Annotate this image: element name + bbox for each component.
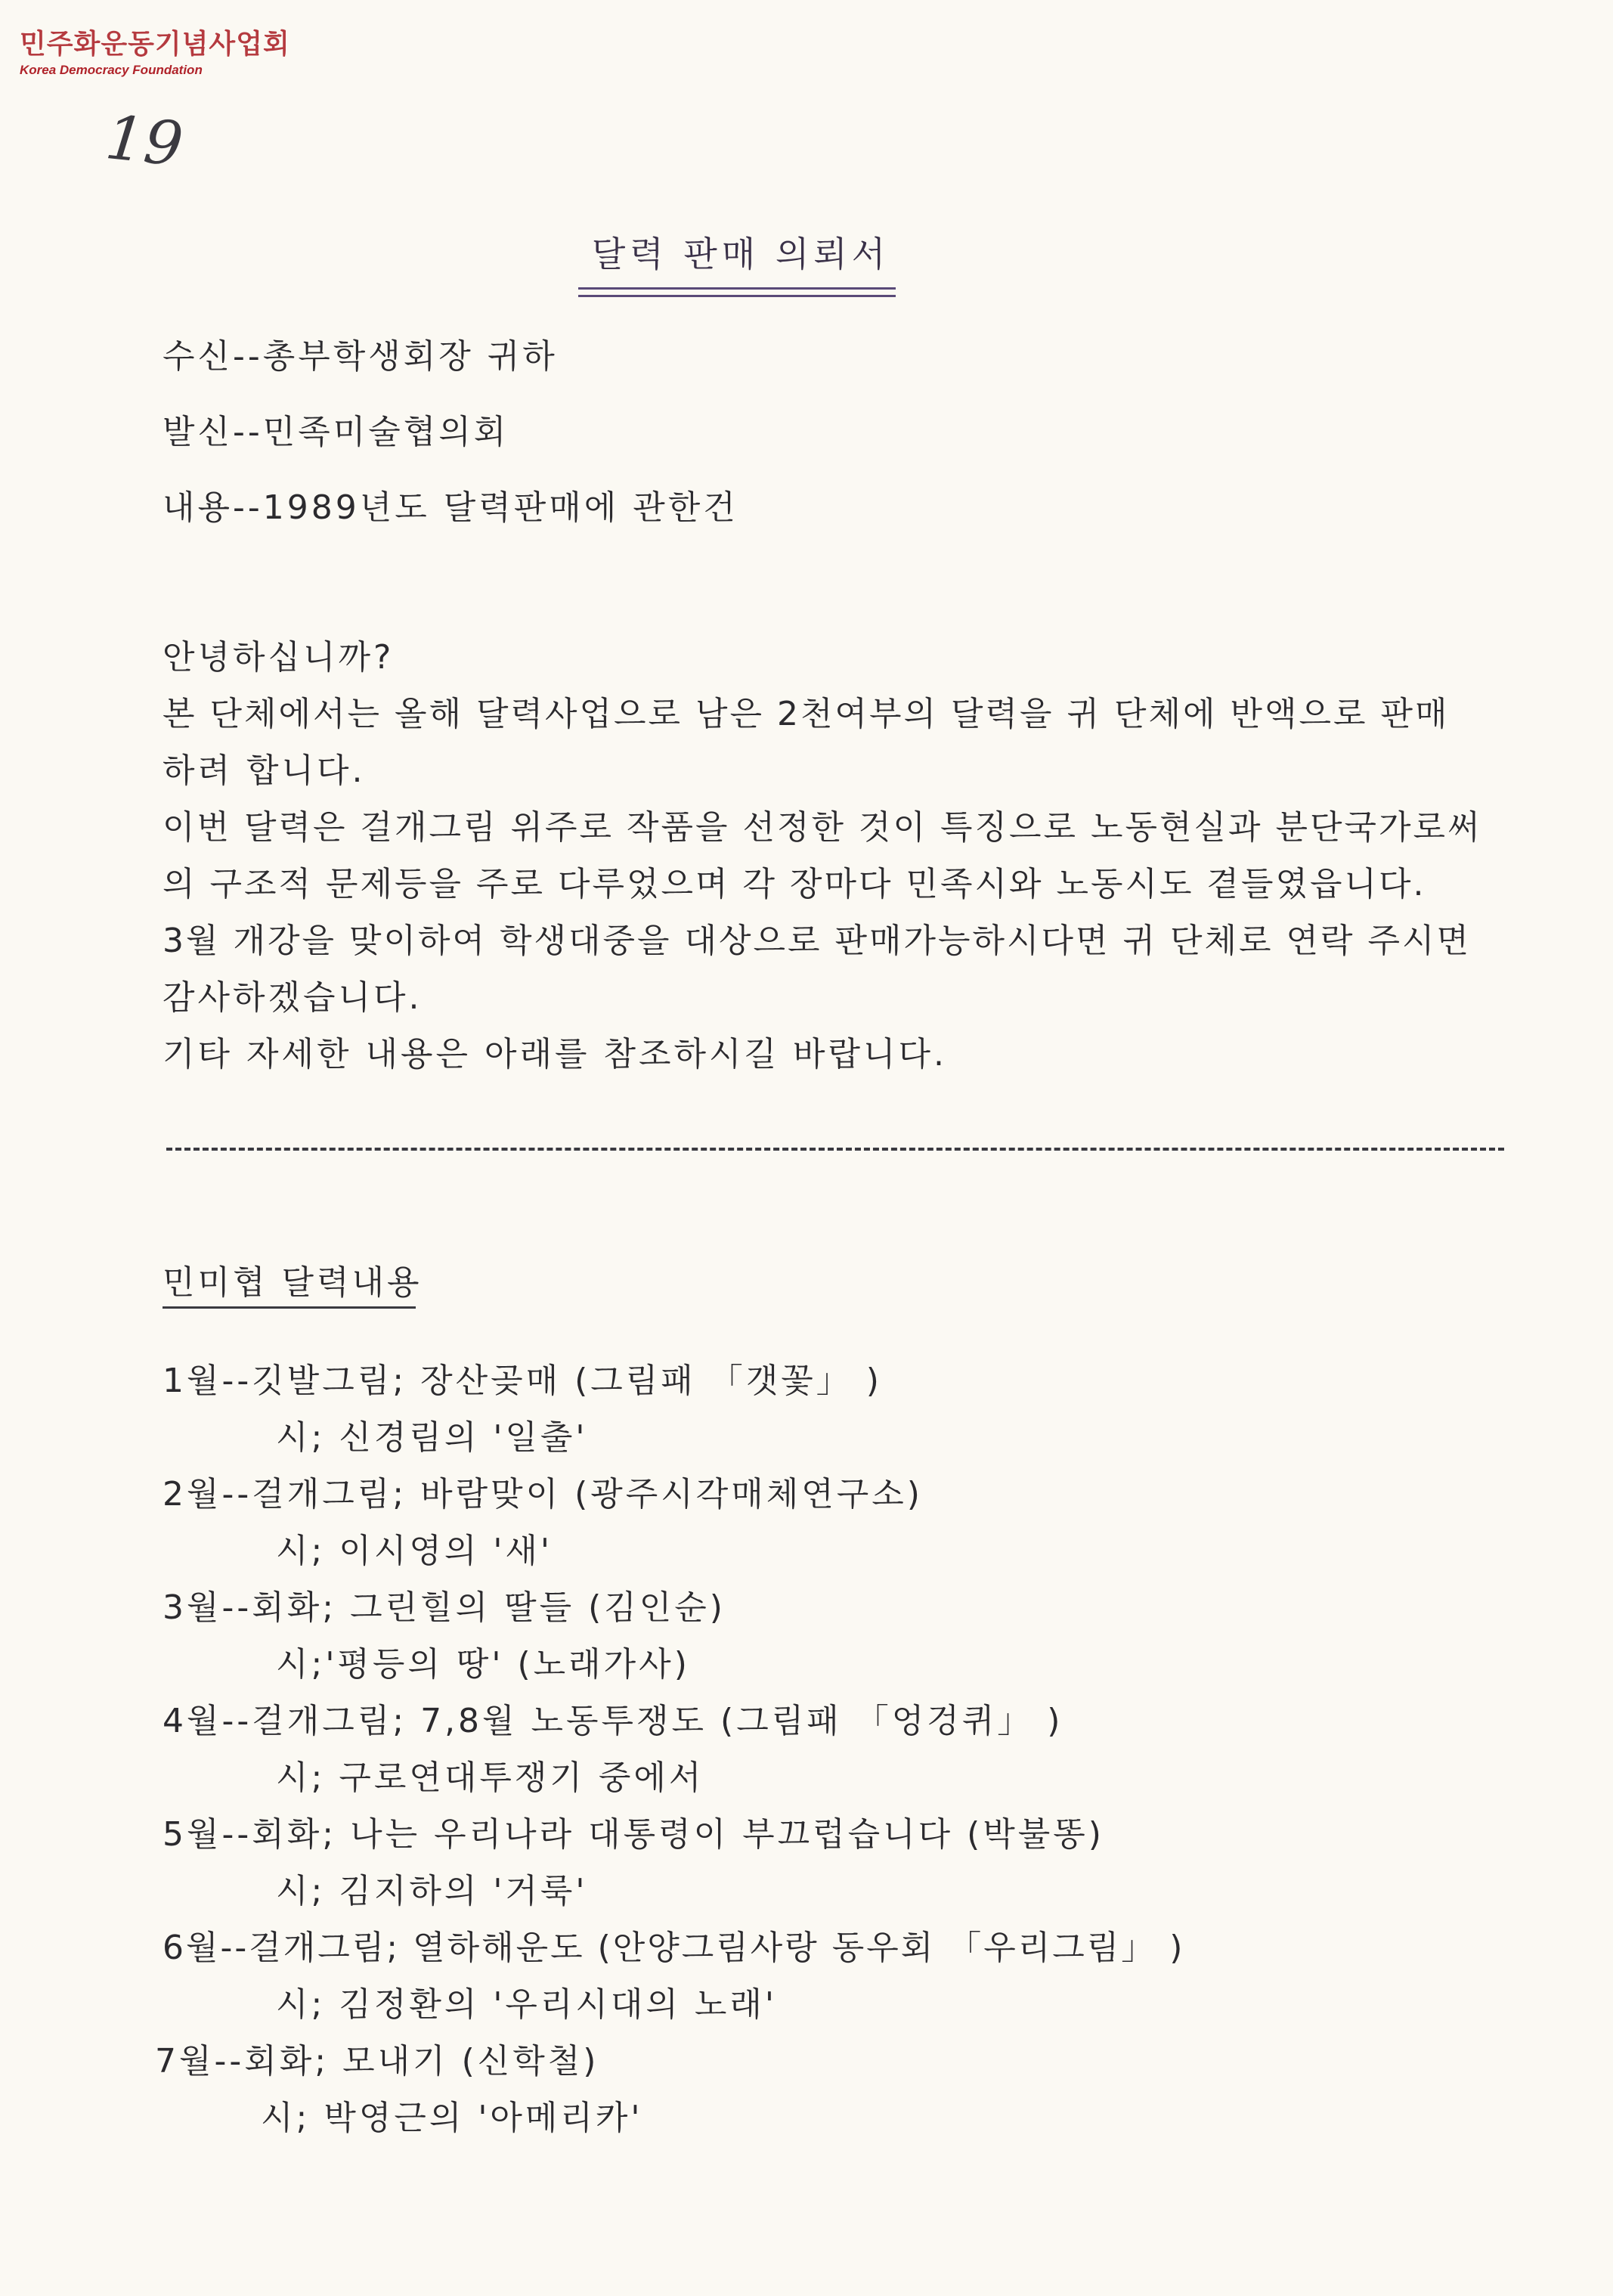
document-title: 달력 판매 의뢰서 <box>591 234 890 274</box>
month-4-main: 4월--걸개그림; 7,8월 노동투쟁도 (그림패 「엉겅퀴」 ) <box>163 1702 1063 1740</box>
body-line-6: 3월 개강을 맞이하여 학생대중을 대상으로 판매가능하시다면 귀 단체로 연락 주시면 <box>163 922 1472 960</box>
body-line-2: 본 단체에서는 올해 달력사업으로 남은 2천여부의 달력을 귀 단체에 반액으로 판매 <box>163 695 1450 733</box>
month-3-poem: 시;'평등의 땅' (노래가사) <box>276 1645 690 1684</box>
section-title: 민미협 달력내용 <box>163 1263 423 1302</box>
header-sender: 발신--민족미술협의회 <box>163 413 509 451</box>
month-6-main: 6월--걸개그림; 열하해운도 (안양그림사랑 동우회 「우리그림」 ) <box>163 1929 1185 1967</box>
handwritten-page-number: 19 <box>102 101 187 181</box>
section-title-underline <box>163 1306 416 1309</box>
body-line-4: 이번 달력은 걸개그림 위주로 작품을 선정한 것이 특징으로 노동현실과 분단국가로써 <box>163 808 1482 847</box>
title-underline-2 <box>578 295 896 297</box>
month-3-main: 3월--회화; 그린힐의 딸들 (김인순) <box>163 1588 726 1627</box>
title-underline-1 <box>578 287 896 290</box>
body-line-3: 하려 합니다. <box>163 751 366 790</box>
month-5-main: 5월--회화; 나는 우리나라 대통령이 부끄럽습니다 (박불똥) <box>163 1815 1104 1854</box>
month-7-main: 7월--회화; 모내기 (신학철) <box>155 2042 599 2081</box>
month-6-poem: 시; 김정환의 '우리시대의 노래' <box>276 1985 778 2024</box>
month-2-main: 2월--걸개그림; 바람맞이 (광주시각매체연구소) <box>163 1475 923 1514</box>
month-7-poem: 시; 박영근의 '아메리카' <box>261 2099 643 2137</box>
dashed-divider <box>166 1148 1504 1151</box>
month-5-poem: 시; 김지하의 '거룩' <box>276 1872 588 1910</box>
logo-korean-name: 민주화운동기념사업회 <box>20 28 290 60</box>
header-recipient: 수신--총부학생회장 귀하 <box>163 337 558 376</box>
month-1-main: 1월--깃발그림; 장산곶매 (그림패 「갯꽃」 ) <box>163 1362 882 1400</box>
body-line-8: 기타 자세한 내용은 아래를 참조하시길 바랍니다. <box>163 1035 947 1074</box>
body-line-5: 의 구조적 문제등을 주로 다루었으며 각 장마다 민족시와 노동시도 곁들였읍니다. <box>163 865 1426 903</box>
body-line-7: 감사하겠습니다. <box>163 978 423 1017</box>
month-2-poem: 시; 이시영의 '새' <box>276 1532 553 1570</box>
header-subject: 내용--1989년도 달력판매에 관한건 <box>163 488 738 527</box>
foundation-logo <box>20 23 290 78</box>
month-4-poem: 시; 구로연대투쟁기 중에서 <box>276 1758 704 1797</box>
logo-english-name: Korea Democracy Foundation <box>20 63 203 77</box>
body-line-1: 안녕하십니까? <box>163 638 395 677</box>
month-1-poem: 시; 신경림의 '일출' <box>276 1418 588 1457</box>
